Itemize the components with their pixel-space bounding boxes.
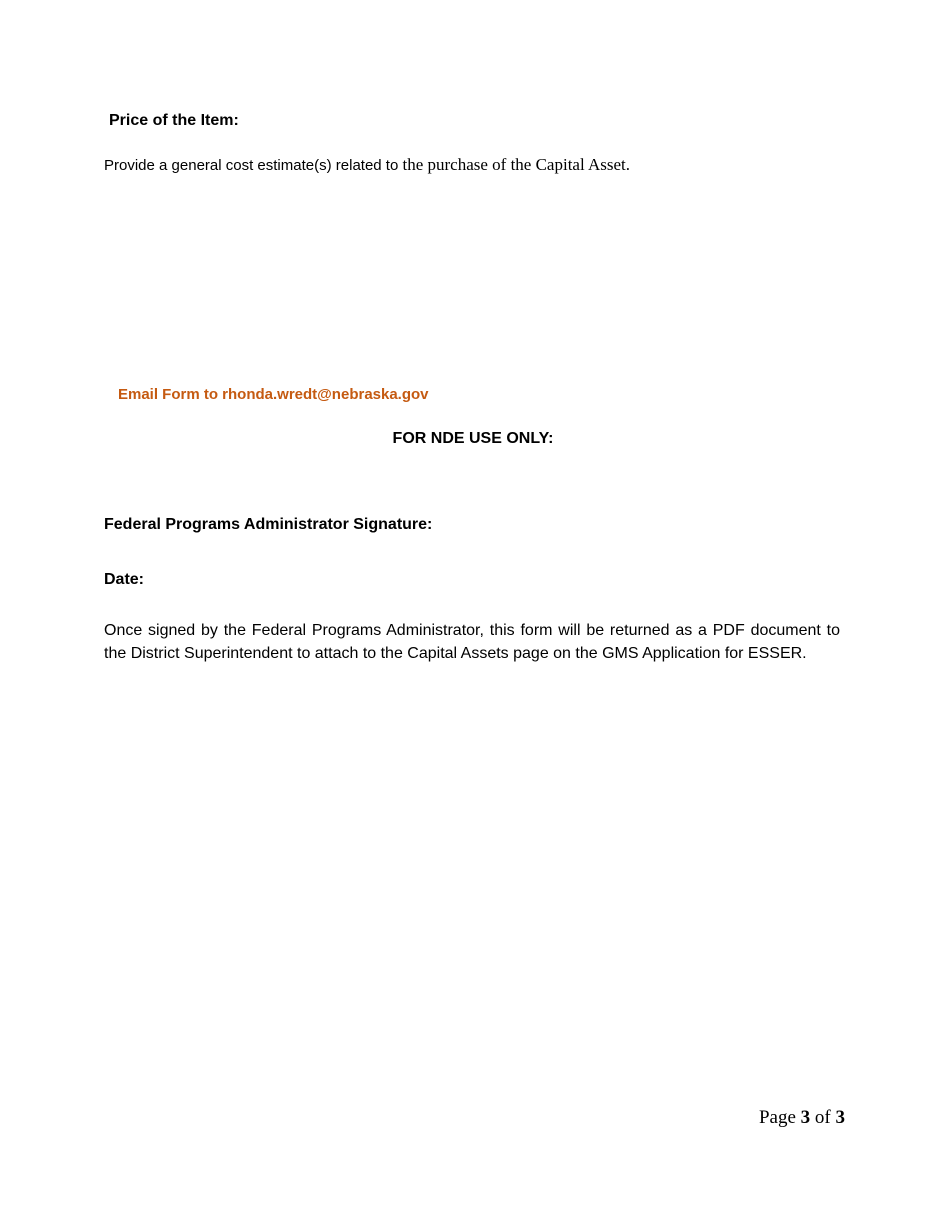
nde-use-only-heading: FOR NDE USE ONLY: xyxy=(392,430,554,447)
signature-label: Federal Programs Administrator Signature: xyxy=(104,516,433,533)
price-description-part1: Provide a general cost estimate(s) related to xyxy=(104,157,403,174)
price-description-part2: the purchase of the Capital Asset. xyxy=(402,155,631,174)
date-label: Date: xyxy=(104,571,145,588)
current-page-number: 3 xyxy=(800,1107,811,1128)
email-instruction[interactable]: Email Form to rhonda.wredt@nebraska.gov xyxy=(118,386,429,403)
page-word: Page xyxy=(758,1107,796,1128)
price-description xyxy=(104,155,630,175)
closing-paragraph: Once signed by the Federal Programs Administrator, this form will be returned as a PDF document to the District Superintendent to attach to the Capital Assets page on the GMS Application for ESSER. xyxy=(104,622,840,662)
page-number-footer xyxy=(740,1107,845,1129)
of-word: of xyxy=(814,1107,831,1128)
total-pages-number: 3 xyxy=(835,1107,845,1128)
price-heading: Price of the Item: xyxy=(109,112,239,129)
